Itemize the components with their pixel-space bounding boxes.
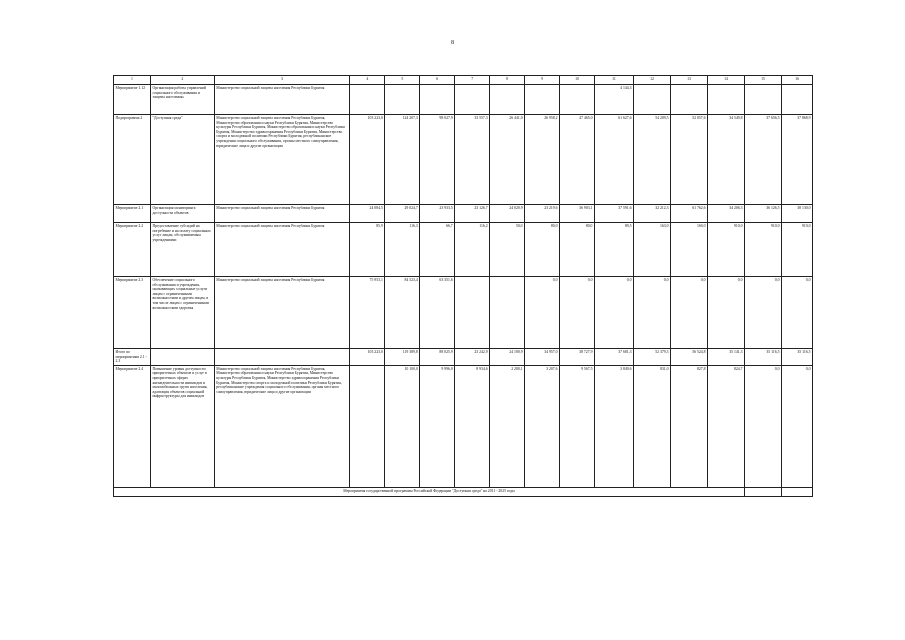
amount-cell: 23 933,5 xyxy=(420,205,455,223)
amount-cell: 9 996,0 xyxy=(420,365,455,487)
amount-cell xyxy=(455,85,490,115)
executor-cell xyxy=(214,349,350,366)
amount-cell: 0,0 xyxy=(782,277,813,349)
amount-cell: 52 379,3 xyxy=(634,349,671,366)
activity-name-cell: "Доступная среда" xyxy=(151,115,215,205)
executor-cell: Министерство социальной защиты населения Республики Бурятия, Министерство образования и науки Республики Бурятия, Министерство культуры Республики Бурятия, Министерство здравоохранения Республики Бурятия, Министерство спорта и молодежной политики Республики Бурятия, республиканские учреждения социального обслуживания, органы местного самоуправления, юридические лица и другие организации xyxy=(214,365,350,487)
amount-cell: 103 223,0 xyxy=(350,115,385,205)
amount-cell: 29 024,7 xyxy=(385,205,420,223)
amount-cell: 34 549,8 xyxy=(708,115,745,205)
amount-cell: 119 389,8 xyxy=(385,349,420,366)
amount-cell: 47 465,0 xyxy=(560,115,595,205)
amount-cell: 10 100,0 xyxy=(385,365,420,487)
amount-cell: 910,0 xyxy=(782,223,813,277)
column-header: 7 xyxy=(455,76,490,85)
amount-cell: 0,0 xyxy=(634,277,671,349)
amount-cell xyxy=(490,277,525,349)
amount-cell xyxy=(490,85,525,115)
amount-cell: 0,0 xyxy=(594,277,633,349)
table-row xyxy=(114,365,813,487)
amount-cell: 24 084,5 xyxy=(350,205,385,223)
amount-cell: 26 958,2 xyxy=(525,115,560,205)
amount-cell: 80,0 xyxy=(525,223,560,277)
executor-cell: Министерство социальной защиты населения Республики Бурятия, Министерство образования и науки Республики Бурятия, Министерство культуры Республики Бурятия, Министерство образования и науки Республики Бурятия, Министерство здравоохранения Республики Бурятия, Министерство спорта и молодежной политики Республики Бурятия, республиканские учреждения социального обслуживания, органы местного самоуправления, юридические лица и другие организации xyxy=(214,115,350,205)
activity-code-cell: Мероприятие 2.4 xyxy=(114,365,151,487)
amount-cell xyxy=(350,85,385,115)
amount-cell: 56 524,8 xyxy=(671,349,708,366)
amount-cell: 37 681,3 xyxy=(594,349,633,366)
executor-cell: Министерство социальной защиты населения Республики Бурятия xyxy=(214,205,350,223)
budget-table xyxy=(113,75,813,497)
amount-cell xyxy=(745,85,782,115)
amount-cell: 0,0 xyxy=(745,365,782,487)
amount-cell: 54 209,5 xyxy=(634,115,671,205)
page-number: 8 xyxy=(451,40,454,46)
amount-cell: 910,0 xyxy=(708,223,745,277)
amount-cell: 24 020,9 xyxy=(490,205,525,223)
amount-cell xyxy=(560,85,595,115)
column-header: 8 xyxy=(490,76,525,85)
table-row xyxy=(114,85,813,115)
amount-cell: 66,7 xyxy=(420,223,455,277)
amount-cell: 35 116,5 xyxy=(745,349,782,366)
amount-cell: 26 441,0 xyxy=(490,115,525,205)
footer-cell xyxy=(782,487,813,496)
amount-cell: 116,3 xyxy=(385,223,420,277)
column-header: 16 xyxy=(782,76,813,85)
amount-cell: 0,0 xyxy=(525,277,560,349)
amount-cell xyxy=(708,85,745,115)
header-row xyxy=(114,76,813,85)
footer-caption: Мероприятия государственной программы Российской Федерации "Доступная среда" на 2011 - 2025 годы xyxy=(114,487,745,496)
column-header: 5 xyxy=(385,76,420,85)
activity-name-cell: Обеспечение социального обслуживания и учреждения, оказывающих социальные услуги лицам с ограниченными возможностями и другим лицам, в том числе лицам с ограниченными возможностями здоровья xyxy=(151,277,215,349)
amount-cell: 124 207,3 xyxy=(385,115,420,205)
column-header: 6 xyxy=(420,76,455,85)
activity-name-cell: Повышение уровня доступности приоритетных объектов и услуг в приоритетных сферах жизнедеятельности инвалидов и маломобильных групп населения, адаптация объектов социальной инфраструктуры для инвалидов xyxy=(151,365,215,487)
activity-code-cell: Мероприятие 2.1 xyxy=(114,205,151,223)
amount-cell: 116,2 xyxy=(455,223,490,277)
amount-cell: 34 957,0 xyxy=(525,349,560,366)
column-header: 1 xyxy=(114,76,151,85)
amount-cell: 3 849,6 xyxy=(594,365,633,487)
amount-cell: 38 130,0 xyxy=(782,205,813,223)
footer-cell xyxy=(745,487,782,496)
activity-name-cell: Организация мониторинга доступности объектов xyxy=(151,205,215,223)
table-row xyxy=(114,115,813,205)
amount-cell: 34 206,3 xyxy=(708,205,745,223)
amount-cell xyxy=(525,85,560,115)
column-header: 4 xyxy=(350,76,385,85)
amount-cell xyxy=(385,85,420,115)
amount-cell: 4 144,3 xyxy=(594,85,633,115)
amount-cell: 37 656,5 xyxy=(745,115,782,205)
amount-cell: 98 027,9 xyxy=(420,115,455,205)
amount-cell: 103 223,0 xyxy=(350,349,385,366)
column-header: 12 xyxy=(634,76,671,85)
amount-cell: 84 523,4 xyxy=(385,277,420,349)
amount-cell: 8 934,6 xyxy=(455,365,490,487)
amount-cell: 85,9 xyxy=(350,223,385,277)
amount-cell: 0,0 xyxy=(671,277,708,349)
amount-cell: 88 025,9 xyxy=(420,349,455,366)
column-header: 11 xyxy=(594,76,633,85)
amount-cell xyxy=(671,85,708,115)
amount-cell: 9 567,5 xyxy=(560,365,595,487)
table-row xyxy=(114,223,813,277)
amount-cell: 37 591,6 xyxy=(594,205,633,223)
amount-cell: 36 903,1 xyxy=(560,205,595,223)
amount-cell: 61 627,6 xyxy=(594,115,633,205)
amount-cell xyxy=(634,85,671,115)
amount-cell: 824,7 xyxy=(708,365,745,487)
activity-code-cell: Итого по мероприятиям 2.1 - 2.3 xyxy=(114,349,151,366)
amount-cell xyxy=(782,85,813,115)
activity-code-cell: Мероприятие 2.3 xyxy=(114,277,151,349)
amount-cell: 38 727,9 xyxy=(560,349,595,366)
activity-code-cell: Мероприятие 1.12 xyxy=(114,85,151,115)
footer-row xyxy=(114,487,813,496)
column-header: 2 xyxy=(151,76,215,85)
amount-cell: 50,0 xyxy=(490,223,525,277)
executor-cell: Министерство социальной защиты населения Республики Бурятия xyxy=(214,85,350,115)
amount-cell: 32 212,3 xyxy=(634,205,671,223)
amount-cell: 163,0 xyxy=(634,223,671,277)
column-header: 15 xyxy=(745,76,782,85)
amount-cell: 36 126,5 xyxy=(745,205,782,223)
activity-code-cell: Мероприятие 2.2 xyxy=(114,223,151,277)
table-row xyxy=(114,205,813,223)
amount-cell: 23 126,7 xyxy=(455,205,490,223)
amount-cell: 0,0 xyxy=(745,277,782,349)
amount-cell: 0,0 xyxy=(782,365,813,487)
activity-name-cell: Организация работы управлений социального обслуживания и защиты населения» xyxy=(151,85,215,115)
amount-cell: 827,8 xyxy=(671,365,708,487)
amount-cell: 23 219,6 xyxy=(525,205,560,223)
amount-cell: 75 953,1 xyxy=(350,277,385,349)
table-row xyxy=(114,349,813,366)
column-header: 14 xyxy=(708,76,745,85)
amount-cell: 35 141,3 xyxy=(708,349,745,366)
column-header: 10 xyxy=(560,76,595,85)
activity-code-cell: Подпрограмма 2 xyxy=(114,115,151,205)
amount-cell xyxy=(420,85,455,115)
amount-cell: 23 242,9 xyxy=(455,349,490,366)
activity-name-cell xyxy=(151,349,215,366)
amount-cell: 910,0 xyxy=(745,223,782,277)
amount-cell: 2 280,1 xyxy=(490,365,525,487)
table-body xyxy=(114,85,813,488)
executor-cell: Министерство социальной защиты населения Республики Бурятия xyxy=(214,277,350,349)
amount-cell: 35 116,5 xyxy=(782,349,813,366)
amount-cell: 3 207,6 xyxy=(525,365,560,487)
amount-cell: 33 557,3 xyxy=(455,115,490,205)
executor-cell: Министерство социальной защиты населения Республики Бурятия xyxy=(214,223,350,277)
amount-cell: 80,0 xyxy=(560,223,595,277)
amount-cell: 37 868,9 xyxy=(782,115,813,205)
amount-cell xyxy=(350,365,385,487)
column-header: 3 xyxy=(214,76,350,85)
amount-cell: 831,0 xyxy=(634,365,671,487)
column-header: 9 xyxy=(525,76,560,85)
activity-name-cell: Предоставление субсидий на погребение и на оплату социальных услуг лицам, обслуживаемым учреждениями xyxy=(151,223,215,277)
amount-cell: 160,0 xyxy=(671,223,708,277)
amount-cell: 52 057,6 xyxy=(671,115,708,205)
table-row xyxy=(114,277,813,349)
amount-cell: 0,0 xyxy=(708,277,745,349)
amount-cell: 0,0 xyxy=(560,277,595,349)
amount-cell xyxy=(455,277,490,349)
column-header: 13 xyxy=(671,76,708,85)
amount-cell: 63 351,6 xyxy=(420,277,455,349)
amount-cell: 61 762,6 xyxy=(671,205,708,223)
amount-cell: 24 180,9 xyxy=(490,349,525,366)
amount-cell: 89,5 xyxy=(594,223,633,277)
